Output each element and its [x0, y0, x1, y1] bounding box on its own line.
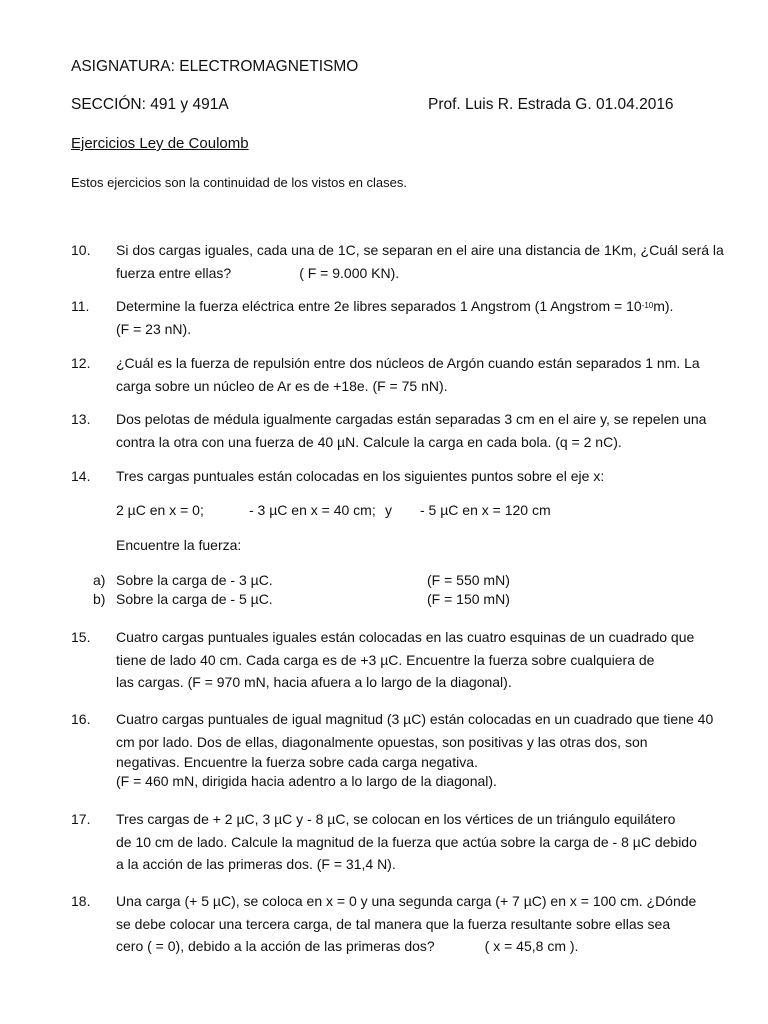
- exercise-12: [116, 352, 700, 397]
- exercise-16-line-2: cm por lado. Dos de ellas, diagonalmente opuestas, son positivas y las otras dos, son: [116, 733, 648, 750]
- exercise-10-line-1: Si dos cargas iguales, cada una de 1C, se separan en el aire una distancia de 1Km, ¿Cuál será la: [116, 242, 724, 258]
- exercise-16-line-1: Cuatro cargas puntuales de igual magnitud (3 µC) están colocadas en un cuadrado que tiene 40: [116, 711, 714, 727]
- item-b-label: b): [93, 591, 106, 607]
- exercise-number: 18.: [71, 893, 91, 909]
- exercise-number: 12.: [71, 355, 91, 371]
- exercise-15-line-1: Cuatro cargas puntuales iguales están colocadas en las cuatro esquinas de un cuadrado que: [116, 629, 695, 645]
- intro-text: Estos ejercicios son la continuidad de los vistos en clases.: [71, 175, 408, 190]
- professor-date: Prof. Luis R. Estrada G. 01.04.2016: [428, 96, 674, 113]
- exercise-17-line-3: a la acción de las primeras dos. (F = 31,4 N).: [116, 856, 396, 872]
- exercise-17-line-1: Tres cargas de + 2 µC, 3 µC y - 8 µC, se colocan en los vértices de un triángulo equilátero: [116, 811, 676, 827]
- exercise-11-line-1: Determine la fuerza eléctrica entre 2e libres separados 1 Angstrom (1 Angstrom = 10: [116, 298, 642, 314]
- exercise-11-answer: (F = 23 nN).: [116, 320, 192, 337]
- exercise-18-line-2: se debe colocar una tercera carga, de tal manera que la fuerza resultante sobre ellas sea: [116, 915, 671, 932]
- exercise-11: [116, 295, 694, 340]
- charge-1: 2 µC en x = 0;: [116, 502, 204, 518]
- item-a-text: Sobre la carga de - 3 µC.: [116, 572, 273, 588]
- item-b-answer: (F = 150 mN): [427, 591, 510, 607]
- exercise-number: 17.: [71, 811, 91, 827]
- exercise-12-line-1: ¿Cuál es la fuerza de repulsión entre dos núcleos de Argón cuando están separados 1 nm. La: [116, 355, 700, 371]
- exercise-17-line-2: de 10 cm de lado. Calcule la magnitud de la fuerza que actúa sobre la carga de - 8 µC debido: [116, 833, 697, 850]
- exercise-number: 13.: [71, 411, 91, 427]
- find-force-label: Encuentre la fuerza:: [116, 537, 242, 553]
- exercise-16: [116, 708, 714, 791]
- exercise-10-line-2: fuerza entre ellas?: [116, 264, 232, 281]
- exercise-18-answer: ( x = 45,8 cm ).: [484, 938, 579, 954]
- exercise-13: [116, 408, 707, 453]
- exercise-15: [116, 626, 694, 694]
- exercise-11-unit: m).: [653, 298, 674, 314]
- exercise-13-line-2: contra la otra con una fuerza de 40 µN. Calcule la carga en cada bola. (q = 2 nC).: [116, 433, 622, 450]
- exercise-14-line-1: Tres cargas puntuales están colocadas en los siguientes puntos sobre el eje x:: [116, 468, 605, 484]
- exercise-15-line-2: tiene de lado 40 cm. Cada carga es de +3 µC. Encuentre la fuerza sobre cualquiera de: [116, 651, 655, 668]
- exercise-number: 14.: [71, 468, 91, 484]
- exercise-number: 16.: [71, 711, 91, 727]
- exercise-10-answer: ( F = 9.000 KN).: [299, 264, 400, 281]
- exercise-10: [116, 239, 724, 284]
- charge-3: - 5 µC en x = 120 cm: [420, 502, 551, 518]
- section-heading: SECCIÓN: 491 y 491A: [71, 96, 229, 113]
- exercise-12-line-2: carga sobre un núcleo de Ar es de +18e. (F = 75 nN).: [116, 377, 448, 394]
- item-b-text: Sobre la carga de - 5 µC.: [116, 591, 273, 607]
- page-title: Ejercicios Ley de Coulomb: [71, 135, 249, 152]
- exercise-18: [116, 890, 697, 958]
- exercise-17: [116, 808, 697, 876]
- conjunction: y: [385, 502, 392, 518]
- subject-heading: ASIGNATURA: ELECTROMAGNETISMO: [71, 58, 359, 75]
- exercise-15-line-3: las cargas. (F = 970 mN, hacia afuera a lo largo de la diagonal).: [116, 674, 512, 690]
- item-a-label: a): [93, 572, 106, 588]
- exponent: -10: [641, 301, 654, 310]
- charge-2: - 3 µC en x = 40 cm;: [249, 502, 376, 518]
- exercise-16-line-3: negativas. Encuentre la fuerza sobre cada carga negativa.: [116, 754, 478, 770]
- item-a-answer: (F = 550 mN): [427, 572, 510, 588]
- exercise-16-answer: (F = 460 mN, dirigida hacia adentro a lo largo de la diagonal).: [116, 773, 497, 789]
- exercise-number: 10.: [71, 242, 91, 258]
- exercise-number: 11.: [71, 298, 90, 314]
- exercise-number: 15.: [71, 629, 91, 645]
- exercise-18-line-3: cero ( = 0), debido a la acción de las primeras dos?: [116, 938, 435, 954]
- exercise-18-line-1: Una carga (+ 5 µC), se coloca en x = 0 y una segunda carga (+ 7 µC) en x = 100 cm. ¿Dónde: [116, 893, 697, 909]
- exercise-13-line-1: Dos pelotas de médula igualmente cargadas están separadas 3 cm en el aire y, se repelen una: [116, 411, 707, 427]
